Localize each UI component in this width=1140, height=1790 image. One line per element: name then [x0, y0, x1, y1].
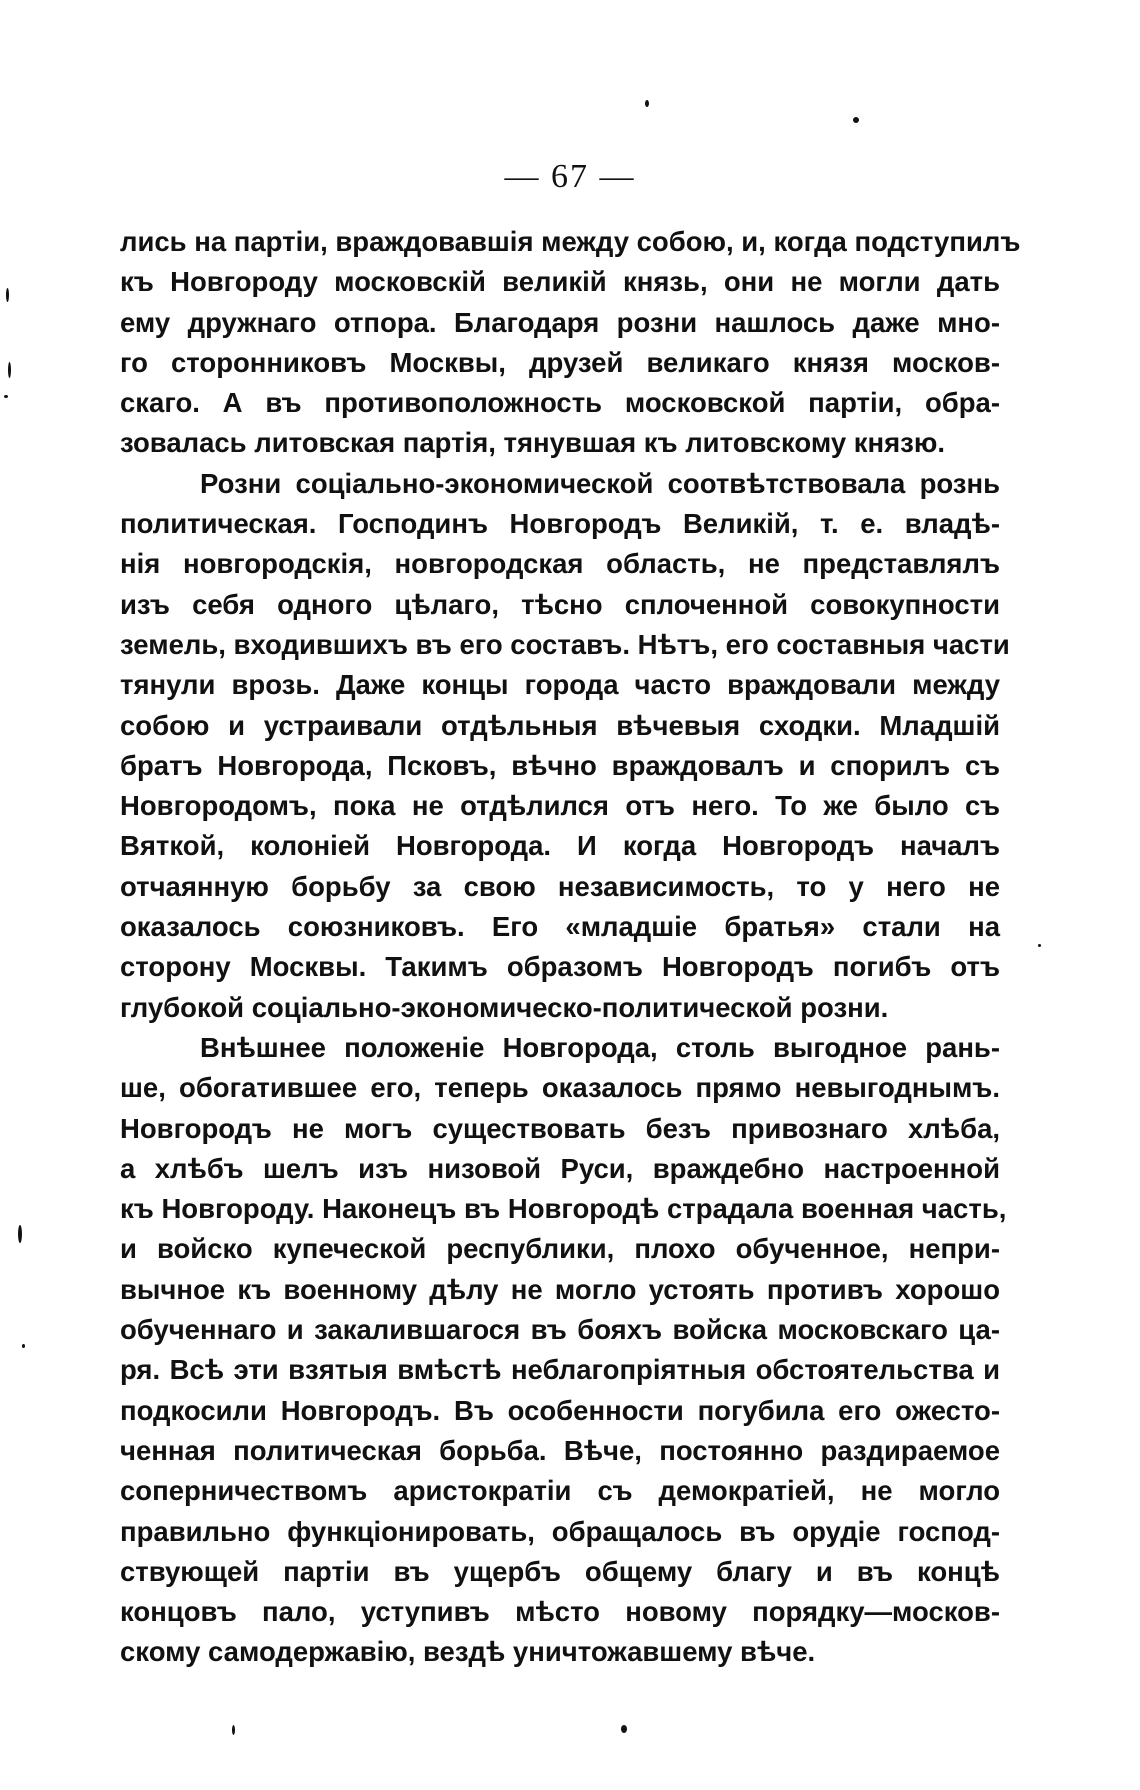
text-line: Новгородъ не могъ существовать безъ привознаго хлѣба,	[120, 1112, 1000, 1144]
text-line: глубокой соціально-экономическо-политической розни.	[120, 991, 889, 1023]
scan-speck	[22, 1344, 25, 1348]
text-line: изъ себя одного цѣлаго, тѣсно сплоченной совокупности	[120, 588, 1000, 620]
scan-speck	[232, 1725, 235, 1735]
text-line: Новгородомъ, пока не отдѣлился отъ него. То же было съ	[120, 790, 1000, 822]
scan-speck	[621, 1725, 627, 1733]
text-line: ря. Всѣ эти взятыя вмѣстѣ неблагопріятныя обстоятельства и	[120, 1354, 1000, 1386]
text-line: тянули врозь. Даже концы города часто враждовали между	[120, 669, 1000, 701]
text-line: собою и устраивали отдѣльныя вѣчевыя сходки. Младшій	[120, 709, 1000, 741]
text-line: а хлѣбъ шелъ изъ низовой Руси, враждебно настроенной	[120, 1152, 1000, 1184]
text-line: зовалась литовская партія, тянувшая къ литовскому князю.	[120, 427, 945, 459]
scan-speck	[8, 362, 11, 378]
text-line: къ Новгороду. Наконецъ въ Новгородѣ страдала военная часть,	[120, 1193, 1007, 1225]
scan-speck	[6, 288, 9, 302]
text-line: братъ Новгорода, Псковъ, вѣчно враждовалъ и спорилъ съ	[120, 749, 1000, 781]
body-text	[120, 222, 1021, 1673]
text-line: ствующей партіи въ ущербъ общему благу и въ концѣ	[120, 1555, 1000, 1587]
text-line: политическая. Господинъ Новгородъ Великій, т. е. владѣ-	[120, 508, 1000, 540]
text-line: вычное къ военному дѣлу не могло устоять противъ хорошо	[120, 1273, 1000, 1305]
scan-speck	[4, 395, 8, 398]
text-line: соперничествомъ аристократіи съ демократіей, не могло	[120, 1475, 1000, 1507]
text-line: обученнаго и закалившагося въ бояхъ войска московскаго ца-	[120, 1314, 1000, 1346]
text-line: скаго. А въ противоположность московской партіи, обра-	[120, 387, 1000, 419]
text-line: скому самодержавію, вездѣ уничтожавшему вѣче.	[120, 1636, 816, 1668]
scan-speck	[853, 117, 859, 123]
text-line: отчаянную борьбу за свою независимость, то у него не	[120, 870, 1000, 902]
text-lines	[120, 222, 1021, 1673]
text-line: оказалось союзниковъ. Его «младшіе братья» стали на	[120, 911, 1000, 943]
text-line: го сторонниковъ Москвы, друзей великаго князя москов-	[120, 346, 1000, 378]
text-line: сторону Москвы. Такимъ образомъ Новгородъ погибъ отъ	[120, 951, 1000, 983]
text-line: нія новгородскія, новгородская область, не представлялъ	[120, 548, 1000, 580]
text-line: ше, обогатившее его, теперь оказалось прямо невыгоднымъ.	[120, 1072, 1000, 1104]
text-line: Вяткой, колоніей Новгорода. И когда Новгородъ началъ	[120, 830, 1000, 862]
text-line: лись на партіи, враждовавшія между собою, и, когда подступилъ	[120, 226, 1021, 257]
text-line: правильно функціонировать, обращалось въ орудіе господ-	[120, 1515, 1000, 1547]
scan-speck	[645, 100, 649, 107]
text-line: Розни соціально-экономической соотвѣтствовала рознь	[200, 467, 1000, 499]
text-line: концовъ пало, уступивъ мѣсто новому порядку—москов-	[120, 1596, 1000, 1628]
scan-speck	[18, 1225, 22, 1243]
text-line: и войско купеческой республики, плохо обученное, непри-	[120, 1233, 1000, 1265]
text-line: ему дружнаго отпора. Благодаря розни нашлось даже мно-	[120, 306, 1000, 338]
text-line: Внѣшнее положеніе Новгорода, столь выгодное рань-	[200, 1031, 1000, 1063]
text-line: ченная политическая борьба. Вѣче, постоянно раздираемое	[120, 1434, 1000, 1466]
text-line: земель, входившихъ въ его составъ. Нѣтъ, его составныя части	[120, 628, 1010, 660]
page-number: — 67 —	[504, 158, 636, 195]
text-line: къ Новгороду московскій великій князь, они не могли дать	[120, 266, 1000, 298]
text-line: подкосили Новгородъ. Въ особенности погубила его ожесто-	[120, 1394, 1000, 1426]
scan-speck	[1038, 944, 1041, 947]
